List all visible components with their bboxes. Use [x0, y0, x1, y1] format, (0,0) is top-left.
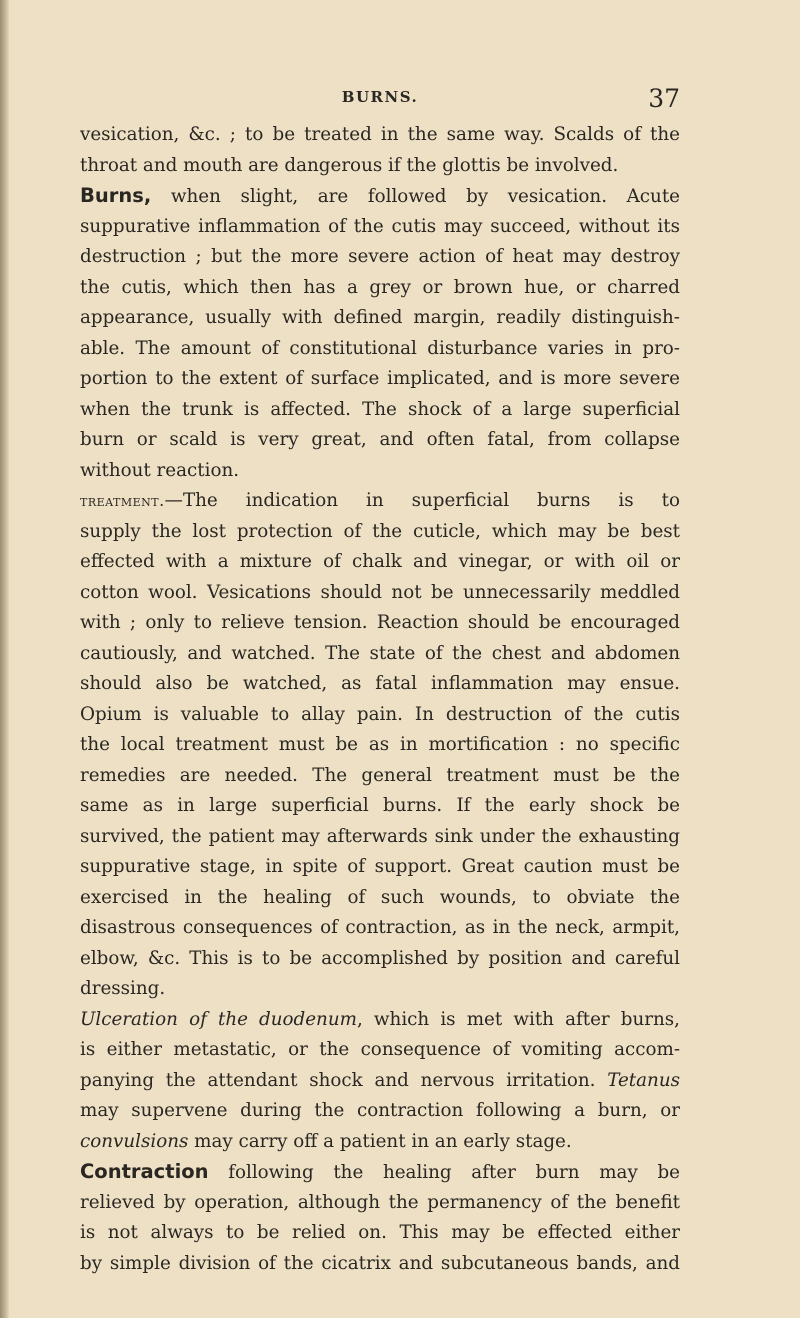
italic-term: convulsions — [80, 1130, 189, 1152]
running-head: BURNS. — [341, 88, 419, 106]
text-line — [80, 1127, 680, 1158]
text-segment: remedies are needed. The general treatment must be the — [80, 764, 680, 786]
text-line — [80, 1096, 680, 1127]
text-line — [80, 700, 680, 731]
text-line — [80, 669, 680, 700]
text-line — [80, 151, 680, 182]
text-segment: able. The amount of constitutional disturbance varies in pro- — [80, 337, 680, 359]
text-line — [80, 1249, 680, 1280]
text-segment: same as in large superficial burns. If the early shock be — [80, 795, 680, 816]
text-segment: with ; only to relieve tension. Reaction should be encouraged — [80, 612, 680, 633]
text-segment: suppurative inflammation of the cutis may succeed, without its — [80, 215, 680, 237]
text-line — [80, 425, 680, 456]
text-line — [80, 578, 680, 609]
text-line — [80, 334, 680, 365]
text-segment: panying the attendant shock and nervous irritation. — [80, 1069, 608, 1091]
text-segment: effected with a mixture of chalk and vinegar, or with oil or — [80, 551, 680, 572]
text-line — [80, 517, 680, 548]
text-line — [80, 1157, 680, 1188]
text-line — [80, 1035, 680, 1066]
text-line — [80, 791, 680, 822]
text-line — [80, 1005, 680, 1036]
text-line — [80, 974, 680, 1005]
text-segment: the cutis, which then has a grey or brown hue, or charred — [80, 276, 680, 298]
text-segment: may supervene during the contraction following a burn, or — [80, 1100, 680, 1121]
text-segment: disastrous consequences of contraction, as in the neck, armpit, — [80, 917, 680, 938]
text-line — [80, 242, 680, 273]
text-line — [80, 761, 680, 792]
text-segment: is either metastatic, or the consequence of vomiting accom- — [80, 1039, 680, 1060]
body-text — [80, 120, 680, 1279]
text-segment: cautiously, and watched. The state of the chest and abdomen — [80, 642, 680, 664]
text-segment: suppurative stage, in spite of support. Great caution must be — [80, 856, 680, 877]
text-line — [80, 883, 680, 914]
text-line — [80, 1066, 680, 1097]
text-segment: without reaction. — [80, 459, 240, 481]
text-segment: dressing. — [80, 978, 166, 999]
section-heading: Burns, — [80, 184, 152, 207]
page-binding-edge — [0, 0, 9, 1318]
text-line — [80, 303, 680, 334]
text-line — [80, 486, 680, 517]
text-segment: following the healing after burn may be — [208, 1162, 680, 1183]
text-line — [80, 395, 680, 426]
text-line — [80, 639, 680, 670]
text-segment: may carry off a patient in an early stage. — [188, 1130, 572, 1152]
text-segment: the local treatment must be as in mortification : no specific — [80, 734, 680, 755]
text-line — [80, 120, 680, 151]
text-segment: exercised in the healing of such wounds, to obviate the — [80, 886, 680, 908]
text-line — [80, 852, 680, 883]
italic-term: Tetanus — [607, 1069, 680, 1091]
text-line — [80, 547, 680, 578]
text-line — [80, 273, 680, 304]
text-segment: cotton wool. Vesications should not be unnecessarily meddled — [80, 581, 680, 603]
text-segment: burn or scald is very great, and often fatal, from collapse — [80, 429, 680, 450]
text-segment: portion to the extent of surface implicated, and is more severe — [80, 368, 680, 389]
text-segment: vesication, &c. ; to be treated in the same way. Scalds of the — [80, 124, 680, 145]
text-line — [80, 913, 680, 944]
text-segment: when the trunk is affected. The shock of a large superficial — [80, 398, 680, 420]
text-segment: , which is met with after burns, — [356, 1008, 680, 1030]
subheading: treatment. — [80, 491, 165, 510]
text-line — [80, 730, 680, 761]
section-heading: Contraction — [80, 1160, 209, 1183]
text-segment: is not always to be relied on. This may be effected either — [80, 1222, 680, 1243]
text-segment: Opium is valuable to allay pain. In destruction of the cutis — [80, 703, 680, 725]
text-line — [80, 212, 680, 243]
text-segment: by simple division of the cicatrix and subcutaneous bands, and — [80, 1252, 680, 1274]
text-segment: appearance, usually with defined margin, readily distinguish- — [80, 307, 680, 328]
text-line — [80, 608, 680, 639]
text-segment: supply the lost protection of the cuticle, which may be best — [80, 520, 680, 542]
text-line — [80, 1218, 680, 1249]
text-line — [80, 364, 680, 395]
text-segment: survived, the patient may afterwards sink under the exhausting — [80, 825, 680, 847]
text-line — [80, 822, 680, 853]
page-header — [80, 84, 680, 114]
text-line — [80, 181, 680, 212]
text-segment: should also be watched, as fatal inflammation may ensue. — [80, 673, 680, 694]
text-segment: elbow, &c. This is to be accomplished by position and careful — [80, 947, 680, 969]
text-line — [80, 944, 680, 975]
text-segment: relieved by operation, although the permanency of the benefit — [80, 1191, 680, 1213]
page-number: 37 — [648, 84, 680, 113]
text-line — [80, 456, 680, 487]
text-line — [80, 1188, 680, 1219]
text-segment: —The indication in superficial burns is to — [164, 490, 680, 511]
text-segment: destruction ; but the more severe action of heat may destroy — [80, 246, 680, 267]
text-segment: when slight, are followed by vesication. Acute — [151, 186, 680, 207]
italic-term: Ulceration of the duodenum — [80, 1008, 357, 1030]
text-segment: throat and mouth are dangerous if the glottis be involved. — [80, 154, 619, 176]
